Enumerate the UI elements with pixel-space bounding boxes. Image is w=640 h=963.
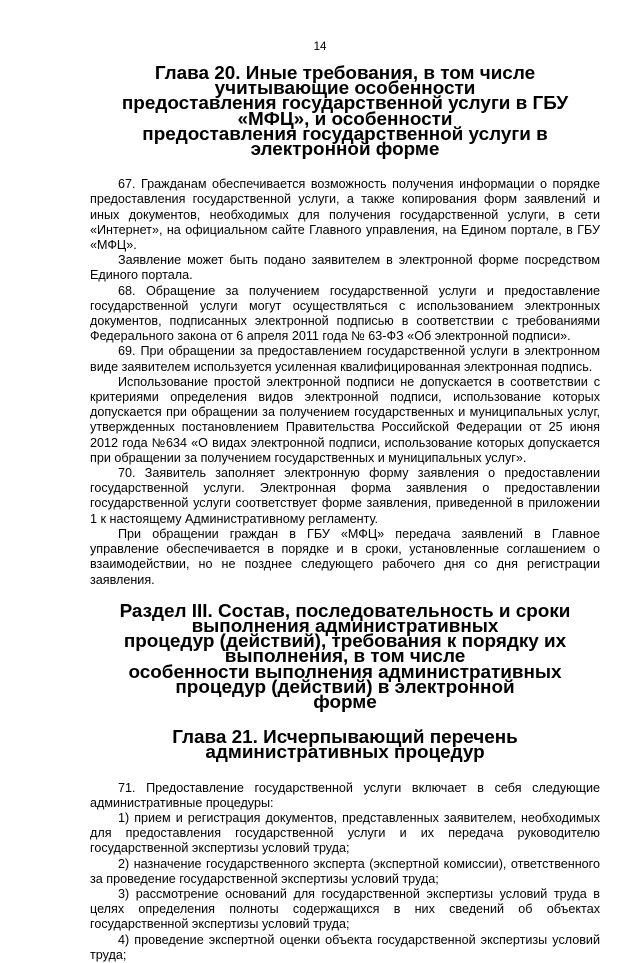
paragraph-67-electronic: Заявление может быть подано заявителем в электронной форме посредством Единого портала. xyxy=(90,253,600,283)
procedure-item-1: 1) прием и регистрация документов, представленных заявителем, необходимых для предоставления государственной услуги и их передача руководителю государственной экспертизы условий труда; xyxy=(90,810,600,856)
paragraph-71: 71. Предоставление государственной услуги включает в себя следующие административные процедуры: xyxy=(90,780,600,810)
document-body xyxy=(90,63,600,963)
paragraph-69-simple-signature: Использование простой электронной подписи не допускается в соответствии с критериями определения видов электронной подписи, использование которых допускается при обращении за получением государственных и муниципальных услуг, утвержденных постановлением Правительства Российской Федерации от 25 июня 2012 года №634 «О видах электронной подписи, использование которых допускается при обращении за получением государственных и муниципальных услуг». xyxy=(90,374,600,465)
procedure-item-2: 2) назначение государственного эксперта (экспертной комиссии), ответственного за проведение государственной экспертизы условий труда; xyxy=(90,856,600,886)
heading-line: процедур (действий), требования к порядку их выполнения, в том числе xyxy=(123,631,567,668)
procedure-item-4: 4) проведение экспертной оценки объекта государственной экспертизы условий труда; xyxy=(90,932,600,962)
chapter-20-title xyxy=(90,63,600,161)
chapter-21-title: Глава 21. Исчерпывающий перечень административных процедур xyxy=(172,727,518,764)
paragraph-67: 67. Гражданам обеспечивается возможность получения информации о порядке предоставления государственной услуги, а также копирования форм заявлений и иных документов, необходимых для получения государственной услуги, в сети «Интернет», на официальном сайте Главного управления, на Едином портале, в ГБУ «МФЦ». xyxy=(90,177,600,253)
heading-line: предоставления государственной услуги в ГБУ «МФЦ», и особенности xyxy=(121,93,569,130)
page-number: 14 xyxy=(313,41,327,53)
paragraph-69: 69. При обращении за предоставлением государственной услуги в электронном виде заявителем используется усиленная квалифицированная электронная подпись. xyxy=(90,344,600,374)
heading-line: Глава 20. Иные требования, в том числе учитывающие особенности xyxy=(154,63,536,100)
procedure-item-3: 3) рассмотрение оснований для государственной экспертизы условий труда в целях определения полноты содержащихся в них сведений об объектах государственной экспертизы условий труда; xyxy=(90,886,600,932)
section-3-title xyxy=(90,600,600,713)
heading-line: особенности выполнения административных процедур (действий) в электронной xyxy=(128,661,562,698)
paragraph-70-mfc: При обращении граждан в ГБУ «МФЦ» передача заявлений в Главное управление обеспечивается в порядке и в сроки, установленные соглашением о взаимодействии, но не позднее следующего рабочего дня со дня регистрации заявления. xyxy=(90,526,600,587)
heading-line: Раздел III. Состав, последовательность и сроки выполнения административных xyxy=(119,600,571,637)
heading-line: форме xyxy=(313,691,377,713)
paragraph-70: 70. Заявитель заполняет электронную форму заявления о предоставлении государственной услуги. Электронная форма заявления о предоставлении государственной услуги соответствует форме заявления, приведенной в приложении 1 к настоящему Административному регламенту. xyxy=(90,466,600,526)
paragraph-68: 68. Обращение за получением государственной услуги и предоставление государственной услуги могут осуществляться с использованием электронных документов, подписанных электронной подписью в соответствии с требованиями Федерального закона от 6 апреля 2011 года № 63-ФЗ «Об электронной подписи». xyxy=(90,283,600,344)
heading-line: предоставления государственной услуги в электронной форме xyxy=(142,123,548,161)
